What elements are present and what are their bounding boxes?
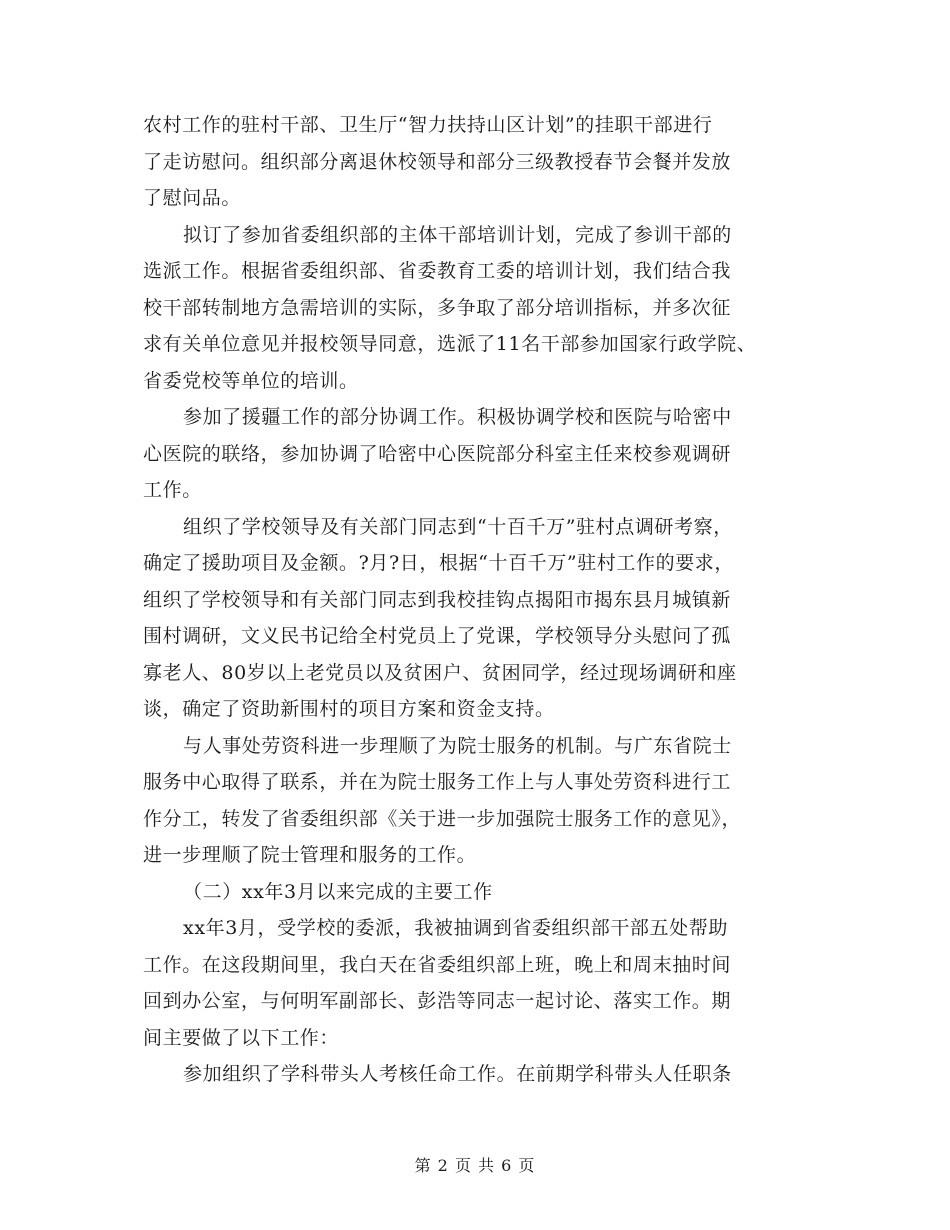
text-line: 校干部转制地方急需培训的实际，多争取了部分培训指标，并多次征 — [143, 296, 732, 319]
text-line: 与人事处劳资科进一步理顺了为院士服务的机制。与广东省院士 — [183, 734, 732, 757]
text-line: 选派工作。根据省委组织部、省委教育工委的培训计划，我们结合我 — [143, 260, 732, 282]
text-line: 间主要做了以下工作： — [143, 1026, 340, 1049]
text-line: 确定了援助项目及金额。?月?日，根据“十百千万”驻村工作的要求， — [143, 552, 735, 574]
text-line: 作分工，转发了省委组织部《关于进一步加强院士服务工作的意见》， — [143, 807, 742, 830]
section-heading: （二）xx年3月以来完成的主要工作 — [183, 880, 493, 903]
text-line: 围村调研，文义民书记给全村党员上了党课，学校领导分头慰问了孤 — [143, 625, 732, 647]
text-line: 组织了学校领导和有关部门同志到我校挂钩点揭阳市揭东县月城镇新 — [143, 588, 732, 611]
text-line: 拟订了参加省委组织部的主体干部培训计划，完成了参训干部的 — [183, 223, 732, 246]
text-line: 工作。在这段期间里，我白天在省委组织部上班，晚上和周末抽时间 — [143, 953, 732, 976]
text-line: 农村工作的驻村干部、卫生厅“智力扶持山区计划”的挂职干部进行 — [143, 114, 713, 136]
text-line: 参加了援疆工作的部分协调工作。积极协调学校和医院与哈密中 — [183, 406, 732, 428]
text-line: 了慰问品。 — [143, 187, 242, 209]
text-line: 心医院的联络，参加协调了哈密中心医院部分科室主任来校参观调研 — [143, 442, 732, 465]
text-line: 组织了学校领导及有关部门同志到“十百千万”驻村点调研考察， — [183, 515, 733, 538]
text-line: 了走访慰问。组织部分离退休校领导和部分三级教授春节会餐并发放 — [143, 150, 732, 173]
text-line: 工作。 — [143, 479, 202, 501]
text-line: 进一步理顺了院士管理和服务的工作。 — [143, 844, 477, 866]
text-line: 回到办公室，与何明军副部长、彭浩等同志一起讨论、落实工作。期 — [143, 990, 732, 1012]
page-number-footer: 第 2 页 共 6 页 — [414, 1156, 536, 1175]
text-line: 省委党校等单位的培训。 — [143, 369, 359, 392]
text-line: 谈，确定了资助新围村的项目方案和资金支持。 — [143, 698, 555, 720]
text-line: 寡老人、80岁以上老党员以及贫困户、贫困同学，经过现场调研和座 — [143, 661, 737, 684]
text-line: 服务中心取得了联系，并在为院士服务工作上与人事处劳资科进行工 — [143, 771, 732, 793]
text-line: 参加组织了学科带头人考核任命工作。在前期学科带头人任职条 — [183, 1063, 732, 1085]
text-line: 求有关单位意见并报校领导同意，选派了11名干部参加国家行政学院、 — [143, 333, 757, 355]
text-line: xx年3月，受学校的委派，我被抽调到省委组织部干部五处帮助 — [183, 917, 728, 939]
document-body — [143, 107, 807, 1093]
